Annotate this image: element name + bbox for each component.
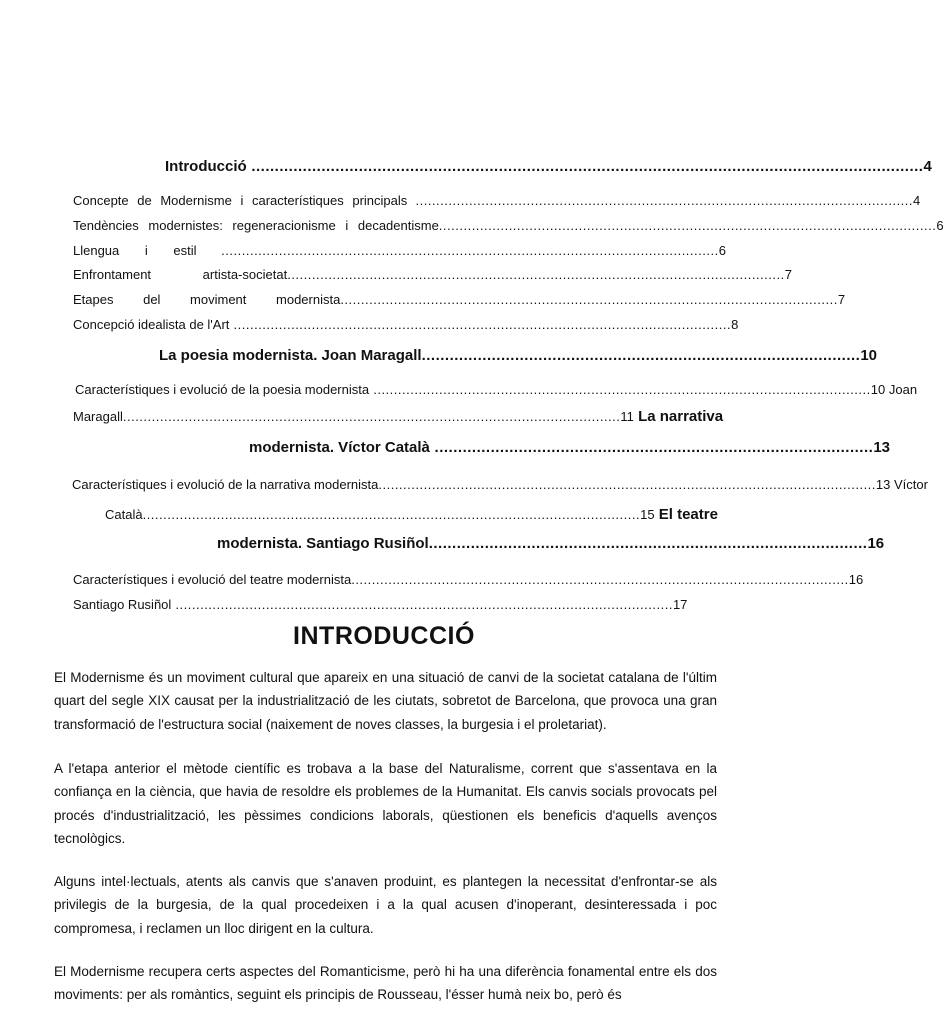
toc-entry-title: Català xyxy=(105,507,143,522)
toc-entry-title: Característiques i evolució de la poesia modernista xyxy=(75,382,370,397)
toc-entry-title: Introducció xyxy=(165,158,247,175)
toc-entry-title: Concepció idealista de l'Art xyxy=(73,317,230,332)
toc-entry-page: 6 xyxy=(718,243,726,258)
toc-entry-page: 4 xyxy=(913,193,921,208)
toc-entry-catala[interactable] xyxy=(105,506,718,523)
toc-entry-wrapped-heading: La narrativa xyxy=(638,408,724,425)
toc-entry-title: Característiques i evolució de la narrativa modernista xyxy=(72,477,379,492)
toc-entry-teatre[interactable] xyxy=(217,535,885,552)
toc-leader-dots: ......................................................................................................................... xyxy=(229,317,732,332)
toc-entry-poesia[interactable] xyxy=(159,347,878,364)
toc-entry-poesia-caracteristiques[interactable] xyxy=(75,382,918,397)
toc-leader-dots: ......................................................................................................................... xyxy=(340,292,838,307)
toc-leader-dots: ......................................................................................................................... xyxy=(196,243,719,258)
toc-leader-dots: ......................................................................................................................... xyxy=(142,507,641,522)
toc-entry-enfrontament[interactable] xyxy=(73,267,792,282)
body-paragraph: A l'etapa anterior el mètode científic es trobava a la base del Naturalisme, corrent que s'assentava en la confiança en la ciència, que havia de resoldre els problemes de la Humanitat. Els canvis socials provocats pel procés d'industrialització, les pèssimes condicions laborals, qüestionen els beneficis d'aquells avenços tecnològics. xyxy=(54,761,717,846)
toc-leader-dots: ......................................................................................................................... xyxy=(122,409,621,424)
toc-entry-page: 16 xyxy=(867,535,885,552)
toc-entry-santiago-rusinol[interactable] xyxy=(73,597,688,612)
toc-leader-dots: ......................................................................................................................... xyxy=(369,382,871,397)
toc-entry-wrapped-text: Víctor xyxy=(894,477,928,492)
toc-entry-wrapped-heading: El teatre xyxy=(658,506,718,523)
toc-entry-title: Santiago Rusiñol xyxy=(73,597,172,612)
toc-leader-dots: ......................................................................................................................... xyxy=(378,477,876,492)
toc-entry-title: modernista. Víctor Català xyxy=(249,439,430,456)
toc-entry-tendencies[interactable] xyxy=(73,218,944,233)
body-paragraph: El Modernisme recupera certs aspectes del Romanticisme, però hi ha una diferència fonamental entre els dos moviments: per als romàntics, seguint els principis de Rousseau, l'ésser humà neix bo, però és xyxy=(54,964,717,1003)
toc-entry-narrativa-caracteristiques[interactable] xyxy=(72,477,928,492)
toc-leader-dots: ......................................................................................................................... xyxy=(407,193,914,208)
toc-entry-page: 10 xyxy=(860,347,878,364)
body-paragraph: Alguns intel·lectuals, atents als canvis que s'anaven produint, es plantegen la necessitat d'enfrontar-se als privilegis de la burgesia, de la qual procedeixen i a la qual acusen d'inoperant, desinteressada i poc compromesa, i reclamen un lloc dirigent en la cultura. xyxy=(54,874,717,936)
toc-leader-dots: ......................................................................................................................... xyxy=(438,218,937,233)
toc-entry-llengua[interactable] xyxy=(73,243,726,258)
toc-entry-page: 10 xyxy=(870,382,886,397)
toc-entry-title: Tendències modernistes: regeneracionisme i decadentisme xyxy=(73,218,439,233)
toc-entry-title: Concepte de Modernisme i característiques principals xyxy=(73,193,408,208)
toc-entry-title: modernista. Santiago Rusiñol xyxy=(217,535,429,552)
toc-entry-teatre-caracteristiques[interactable] xyxy=(73,572,864,587)
toc-entry-page: 7 xyxy=(784,267,792,282)
toc-leader-dots: .............................................................................................. xyxy=(421,347,861,364)
toc-entry-title: La poesia modernista. Joan Maragall xyxy=(159,347,422,364)
toc-entry-narrativa[interactable] xyxy=(249,439,890,456)
toc-entry-title: Llengua i estil xyxy=(73,243,197,258)
toc-entry-title: Característiques i evolució del teatre modernista xyxy=(73,572,352,587)
toc-leader-dots: ......................................................................................................................... xyxy=(171,597,673,612)
body-paragraph: El Modernisme és un moviment cultural que apareix en una situació de canvi de la societat catalana de l'últim quart del segle XIX causat per la industrialització de les ciutats, sobretot de Barcelona, que provoca una gran transformació de l'estructura social (naixement de noves classes, la burgesia i el proletariat). xyxy=(54,670,717,732)
toc-leader-dots: ......................................................................................................................... xyxy=(351,572,849,587)
toc-leader-dots: ................................................................................................................................................ xyxy=(246,158,924,175)
toc-entry-concepcio[interactable] xyxy=(73,317,739,332)
toc-entry-page: 11 xyxy=(620,409,634,424)
toc-entry-etapes[interactable] xyxy=(73,292,846,307)
toc-entry-page: 15 xyxy=(640,507,655,522)
toc-entry-page: 4 xyxy=(923,158,932,175)
toc-entry-page: 6 xyxy=(936,218,944,233)
toc-entry-title: Etapes del moviment modernista xyxy=(73,292,341,307)
toc-entry-page: 16 xyxy=(848,572,864,587)
toc-entry-page: 13 xyxy=(875,477,891,492)
toc-leader-dots: .............................................................................................. xyxy=(429,439,874,456)
toc-entry-maragall[interactable] xyxy=(73,408,724,425)
toc-entry-wrapped-text: Joan xyxy=(888,382,918,397)
toc-entry-concepte[interactable] xyxy=(73,193,921,208)
toc-entry-page: 8 xyxy=(731,317,739,332)
toc-entry-page: 17 xyxy=(672,597,688,612)
toc-entry-title: Enfrontament artista-societat xyxy=(73,267,288,282)
toc-entry-introduccio[interactable] xyxy=(165,158,932,175)
toc-entry-page: 7 xyxy=(837,292,846,307)
section-heading: INTRODUCCIÓ xyxy=(293,622,475,650)
toc-entry-page: 13 xyxy=(873,439,890,456)
toc-leader-dots: ......................................................................................................................... xyxy=(287,267,785,282)
toc-leader-dots: .............................................................................................. xyxy=(428,535,868,552)
toc-entry-title: Maragall xyxy=(73,409,123,424)
